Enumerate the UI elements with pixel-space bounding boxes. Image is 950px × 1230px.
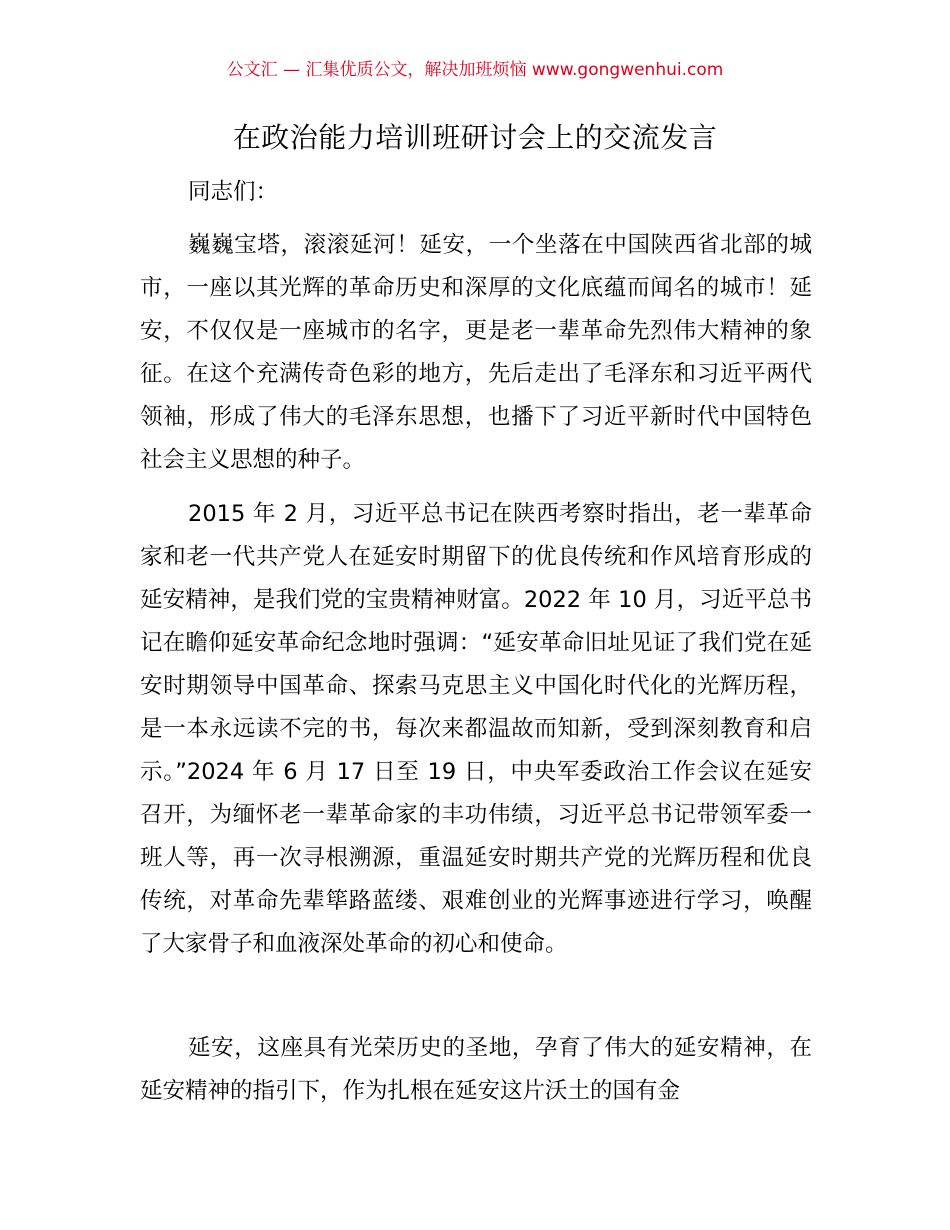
- paragraph-1: 巍巍宝塔，滚滚延河！延安，一个坐落在中国陕西省北部的城市，一座以其光辉的革命历史和深厚的文化底蕴而闻名的城市！延安，不仅仅是一座城市的名字，更是老一辈革命先烈伟大精神的象征。在这个充满传奇色彩的地方，先后走出了毛泽东和习近平两代领袖，形成了伟大的毛泽东思想，也播下了习近平新时代中国特色社会主义思想的种子。: [140, 232, 812, 473]
- salutation: 同志们：: [188, 179, 279, 205]
- document-title: 在政治能力培训班研讨会上的交流发言: [232, 121, 718, 154]
- header-banner[interactable]: 公文汇 — 汇集优质公文，解决加班烦恼 www.gongwenhui.com: [226, 60, 724, 80]
- paragraph-2: 2015 年 2 月，习近平总书记在陕西考察时指出，老一辈革命家和老一代共产党人在延安时期留下的优良传统和作风培育形成的延安精神，是我们党的宝贵精神财富。2022 年 10 月，习近平总书记在瞻仰延安革命纪念地时强调：“延安革命旧址见证了我们党在延安时期领导中国革命、探索马克思主义中国化时代化的光辉历程，是一本永远读不完的书，每次来都温故而知新，受到深刻教育和启示。”2024 年 6 月 17 日至 19 日，中央军委政治工作会议在延安召开，为缅怀老一辈革命家的丰功伟绩，习近平总书记带领军委一班人等，再一次寻根溯源，重温延安时期共产党的光辉历程和优良传统，对革命先辈筚路蓝缕、艰难创业的光辉事迹进行学习，唤醒了大家骨子和血液深处革命的初心和使命。: [140, 501, 812, 957]
- paragraph-3: 延安，这座具有光荣历史的圣地，孕育了伟大的延安精神，在延安精神的指引下，作为扎根在延安这片沃土的国有金: [140, 1035, 812, 1104]
